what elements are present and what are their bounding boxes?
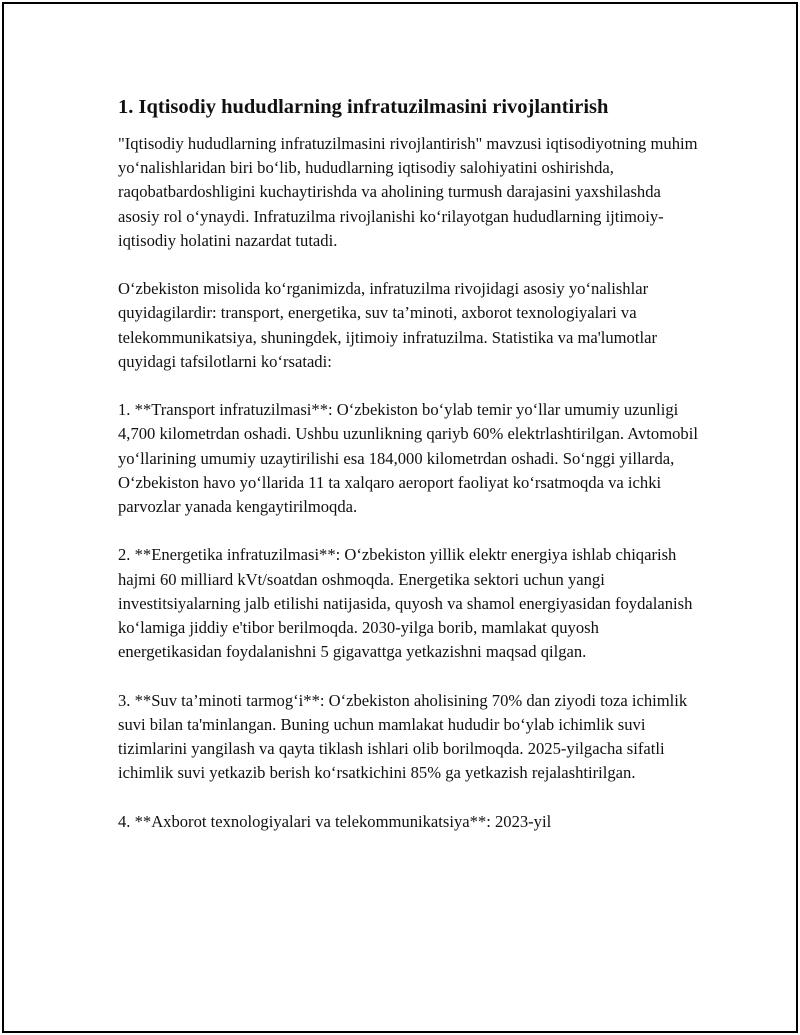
paragraph-transport: 1. **Transport infratuzilmasi**: O‘zbekiston bo‘ylab temir yo‘llar umumiy uzunligi 4,700 kilometrdan oshadi. Ushbu uzunlikning qariyb 60% elektrlashtirilgan. Avtomobil yo‘llarining umumiy uzaytirilishi esa 184,000 kilometrdan oshadi. So‘nggi yillarda, O‘zbekiston havo yo‘llarida 11 ta xalqaro aeroport faoliyat ko‘rsatmoqda va ichki parvozlar yanada kengaytirilmoqda. bbox=[118, 400, 698, 517]
section-heading: 1. Iqtisodiy hududlarning infratuzilmasini rivojlantirish bbox=[118, 96, 609, 118]
paragraph-energy: 2. **Energetika infratuzilmasi**: O‘zbekiston yillik elektr energiya ishlab chiqarish hajmi 60 milliard kVt/soatdan oshmoqda. Energetika sektori uchun yangi investitsiyalarning jalb etilishi natijasida, quyosh va shamol energiyasidan foydalanish ko‘lamiga jiddiy e'tibor berilmoqda. 2030-yilga borib, mamlakat quyosh energetikasidan foydalanishni 5 gigavattga yetkazishni maqsad qilgan. bbox=[118, 545, 693, 662]
paragraph-water: 3. **Suv ta’minoti tarmog‘i**: O‘zbekiston aholisining 70% dan ziyodi toza ichimlik suvi bilan ta'minlangan. Buning uchun mamlakat hududir bo‘ylab ichimlik suvi tizimlarini yangilash va qayta tiklash ishlari olib borilmoqda. 2025-yilgacha sifatli ichimlik suvi yetkazib berish ko‘rsatkichini 85% ga yetkazish rejalashtirilgan. bbox=[118, 690, 688, 783]
document-body bbox=[118, 94, 698, 858]
paragraph-intro: "Iqtisodiy hududlarning infratuzilmasini rivojlantirish" mavzusi iqtisodiyotning muhim yo‘nalishlaridan biri bo‘lib, hududlarning iqtisodiy salohiyatini oshirishda, raqobatbardoshligini kuchaytirishda va aholining turmush darajasini yaxshilashda asosiy rol o‘ynaydi. Infratuzilma rivojlanishi ko‘rilayotgan hududlarning ijtimoiy-iqtisodiy holatini nazardat tutadi. bbox=[118, 134, 698, 250]
paragraph-directions: O‘zbekiston misolida ko‘rganimizda, infratuzilma rivojidagi asosiy yo‘nalishlar quyidagilardir: transport, energetika, suv ta’minoti, axborot texnologiyalari va telekommunikatsiya, shuningdek, ijtimoiy infratuzilma. Statistika va ma'lumotlar quyidagi tafsilotlarni ko‘rsatadi: bbox=[118, 279, 657, 371]
paragraph-it-telecom: 4. **Axborot texnologiyalari va telekommunikatsiya**: 2023-yil bbox=[118, 811, 552, 831]
